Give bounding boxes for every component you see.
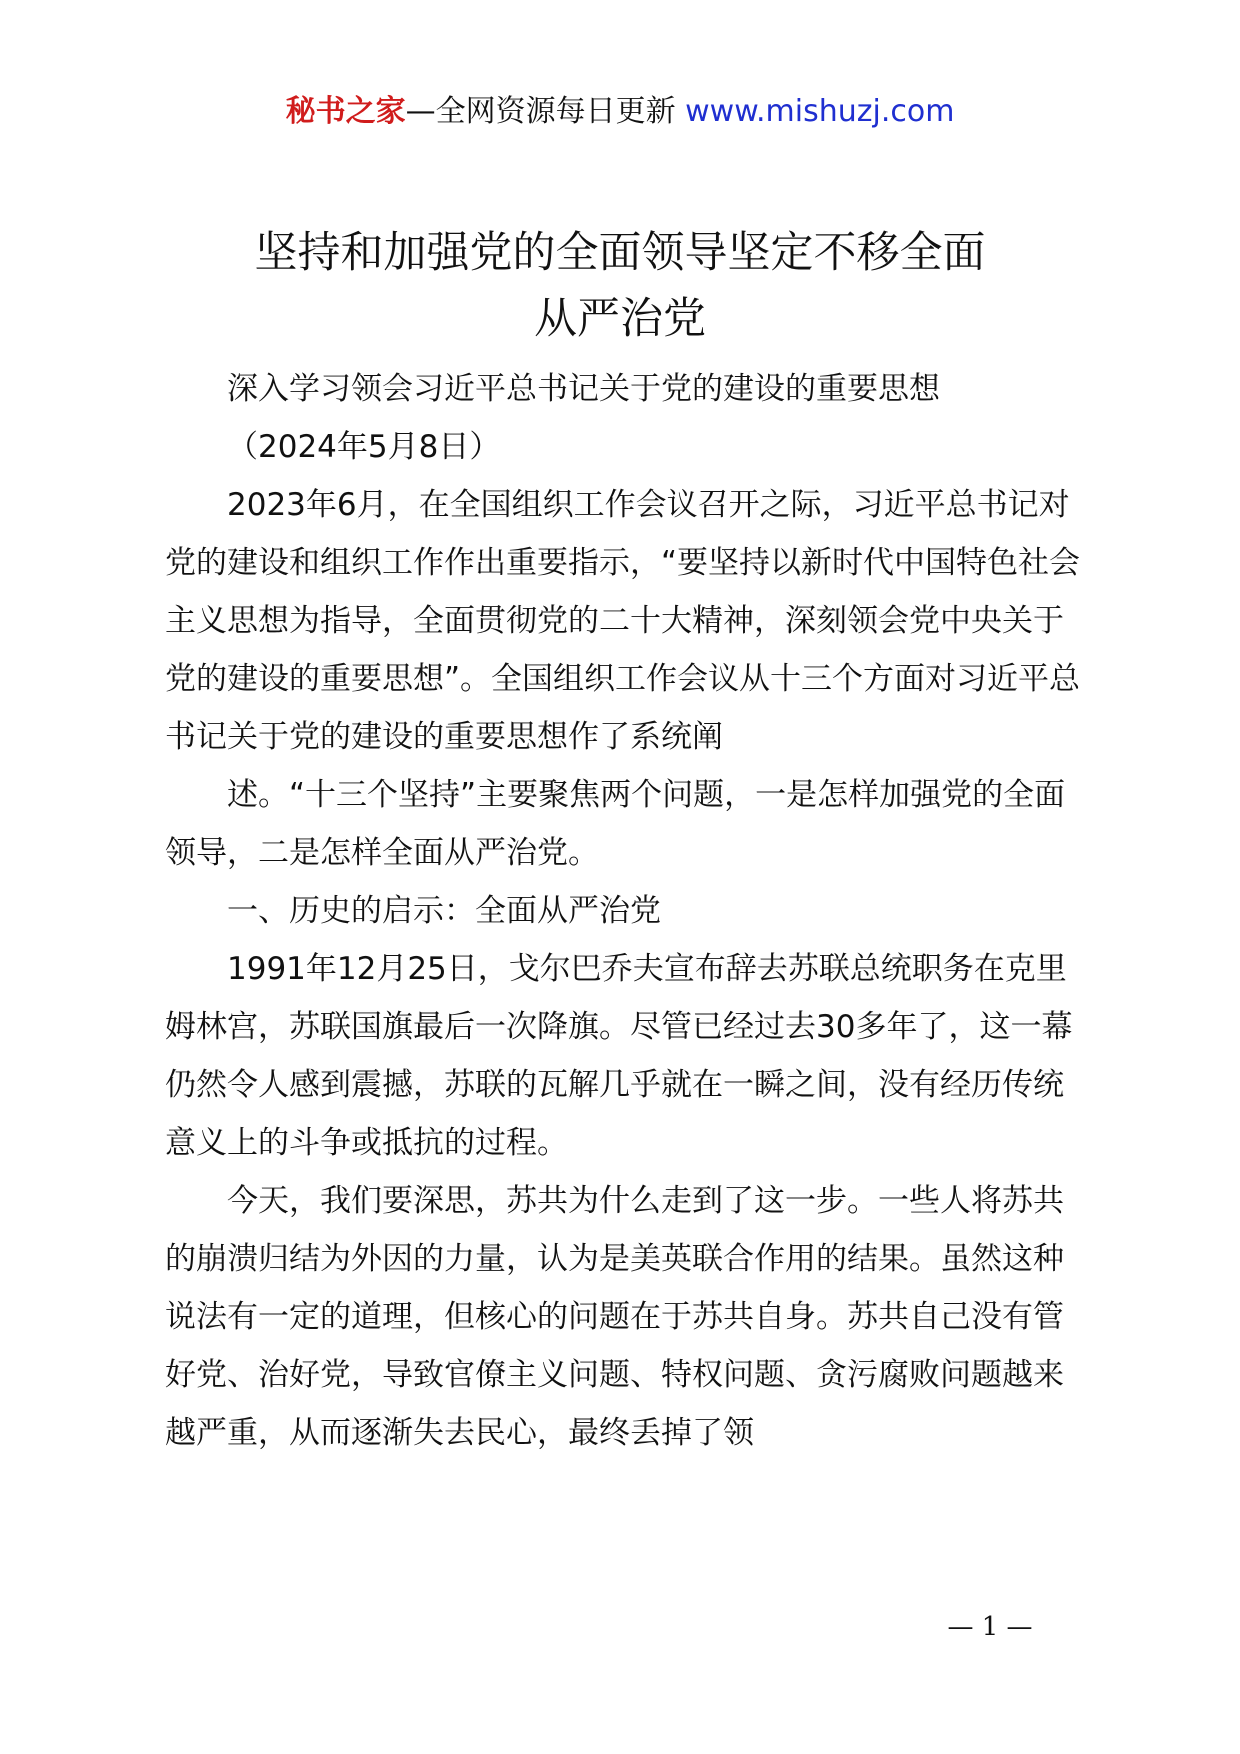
document-body	[165, 360, 1090, 1462]
paragraph-3: 1991年12月25日，戈尔巴乔夫宣布辞去苏联总统职务在克里姆林宫，苏联国旗最后一次降旗。尽管已经过去30多年了，这一幕仍然令人感到震撼，苏联的瓦解几乎就在一瞬之间，没有经历传统意义上的斗争或抵抗的过程。	[165, 951, 1073, 1161]
title-line-1: 坚持和加强党的全面领导坚定不移全面	[254, 228, 986, 278]
title-line-2: 从严治党	[534, 294, 706, 344]
document-date: （2024年5月8日）	[227, 429, 501, 465]
paragraph-1: 2023年6月，在全国组织工作会议召开之际，习近平总书记对党的建设和组织工作作出重要指示，“要坚持以新时代中国特色社会主义思想为指导，全面贯彻党的二十大精神，深刻领会党中央关于党的建设的重要思想”。全国组织工作会议从十三个方面对习近平总书记关于党的建设的重要思想作了系统阐	[165, 487, 1081, 755]
site-header	[0, 92, 1240, 132]
brand-name: 秘书之家	[285, 94, 406, 129]
document-title	[100, 220, 1140, 352]
header-tagline: —全网资源每日更新	[405, 94, 676, 129]
section-heading-1: 一、历史的启示：全面从严治党	[227, 893, 661, 929]
subtitle: 深入学习领会习近平总书记关于党的建设的重要思想	[227, 371, 940, 407]
page-number: — 1 —	[947, 1612, 1033, 1642]
paragraph-2: 述。“十三个坚持”主要聚焦两个问题，一是怎样加强党的全面领导，二是怎样全面从严治党。	[165, 777, 1066, 871]
site-url-link[interactable]: www.mishuzj.com	[685, 94, 955, 129]
paragraph-4: 今天，我们要深思，苏共为什么走到了这一步。一些人将苏共的崩溃归结为外因的力量，认为是美英联合作用的结果。虽然这种说法有一定的道理，但核心的问题在于苏共自身。苏共自己没有管好党、治好党，导致官僚主义问题、特权问题、贪污腐败问题越来越严重，从而逐渐失去民心，最终丢掉了领	[165, 1183, 1064, 1451]
